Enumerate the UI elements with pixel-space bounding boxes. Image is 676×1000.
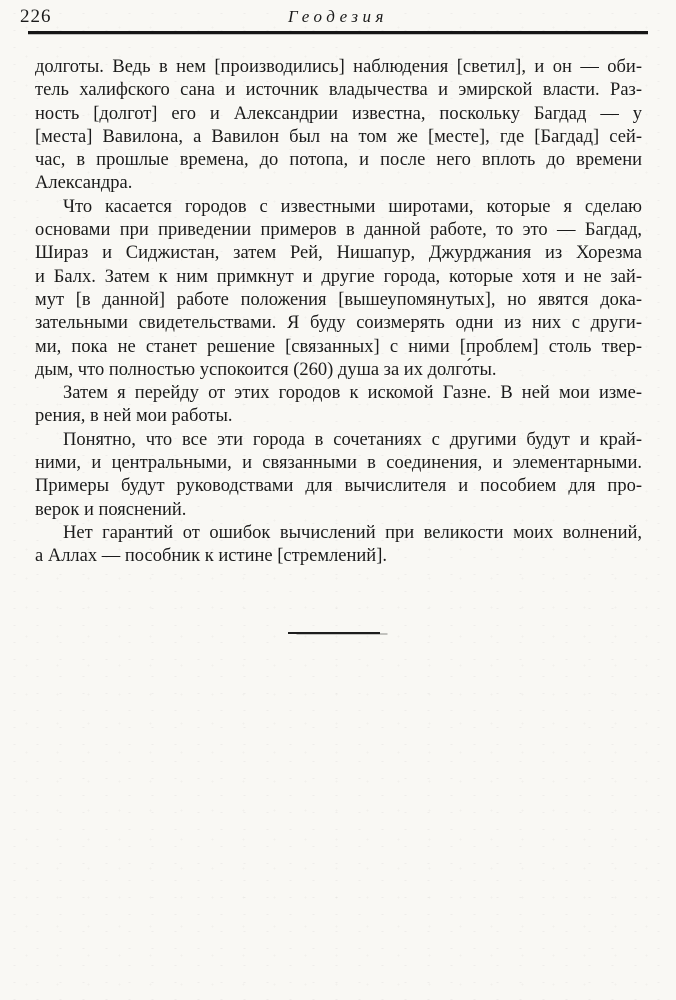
text-line: Понятно, что все эти города в сочетаниях с другими будут и край- — [63, 429, 642, 450]
text-line: верок и пояснений. — [35, 499, 187, 520]
text-line: ность [долгот] его и Александрии известна, поскольку Багдад — у — [35, 103, 642, 124]
text-line: зательными свидетельствами. Я буду соизмерять одни из них с други- — [35, 313, 642, 334]
text-line: ними, и центральными, и связанными в соединения, и элементарными. — [35, 453, 642, 474]
header-rule — [28, 31, 648, 34]
text-line: [места] Вавилона, а Вавилон был на том же [месте], где [Багдад] сей- — [35, 126, 642, 147]
text-line: тель халифского сана и источник владычества и эмирской власти. Раз- — [35, 80, 642, 101]
text-line: дым, что полностью успокоится (260) душа за их долго́ты. — [35, 359, 497, 380]
running-title: Геодезия — [288, 7, 388, 26]
text-line: Шираз и Сиджистан, затем Рей, Нишапур, Джурджания из Хорезма — [35, 243, 642, 264]
text-line: основами при приведении примеров в данной работе, то это — Багдад, — [35, 220, 642, 241]
text-line: Нет гарантий от ошибок вычислений при великости моих волнений, — [63, 522, 642, 543]
text-line: Александра. — [35, 173, 133, 194]
text-line: долготы. Ведь в нем [производились] наблюдения [светил], и он — оби- — [35, 57, 642, 77]
page-number: 226 — [20, 6, 52, 27]
text-line: ми, пока не станет решение [связанных] с ними [проблем] столь твер- — [35, 336, 642, 357]
text-line: Что касается городов с известными широтами, которые я сделаю — [63, 196, 642, 217]
text-line: Примеры будут руководствами для вычислителя и пособием для про- — [35, 476, 642, 497]
text-line: час, в прошлые времена, до потопа, и после него вплоть до времени — [35, 150, 642, 171]
text-line: рения, в ней мои работы. — [35, 406, 233, 427]
text-line: мут [в данной] работе положения [вышеупомянутых], но явятся дока- — [35, 289, 642, 310]
text-line: Затем я перейду от этих городов к искомой Газне. В ней мои изме- — [63, 383, 642, 404]
text-line: и Балх. Затем к ним примкнут и другие города, которые хотя и не зай- — [35, 266, 642, 287]
page-header — [20, 6, 656, 32]
text-line: а Аллах — пособник к истине [стремлений]. — [35, 546, 387, 567]
body-text — [35, 56, 642, 569]
section-end-divider — [288, 632, 380, 634]
